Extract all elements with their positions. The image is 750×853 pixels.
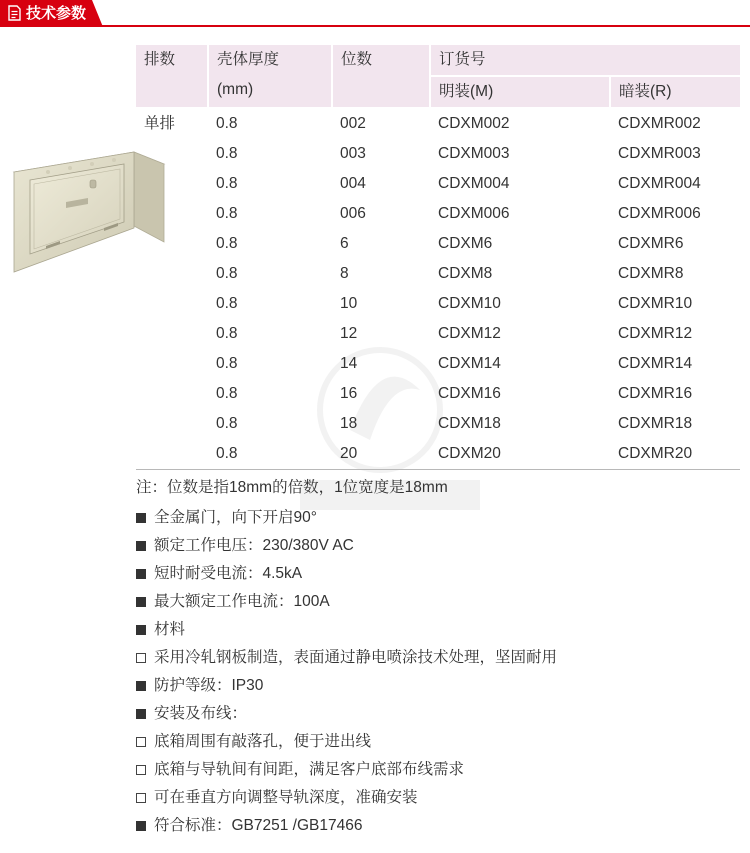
cell-flush: CDXMR20 [610,439,740,470]
note-text: 最大额定工作电流：100A [154,593,330,610]
cell-thickness: 0.8 [216,325,238,342]
cell-surface: CDXM002 [438,115,510,132]
cell-thickness: 0.8 [216,115,238,132]
filled-square-bullet-icon [136,513,146,523]
table-row [136,319,740,349]
table-row [136,107,740,139]
note-item [136,760,740,788]
cell-positions: 8 [340,265,349,282]
note-text: 材料 [154,621,186,638]
table-row [136,259,740,289]
cell-flush: CDXMR003 [618,145,701,162]
filled-square-bullet-icon [136,541,146,551]
cell-thickness: 0.8 [216,385,238,402]
cell-surface: CDXM20 [430,439,610,470]
note-item [136,704,740,732]
note-item [136,676,740,704]
header-thickness-line2: (mm) [217,81,254,98]
header-thickness-line1: 壳体厚度 [217,51,280,68]
filled-square-bullet-icon [136,709,146,719]
cell-surface: CDXM14 [438,355,501,372]
note-text: 符合标准：GB7251 /GB17466 [154,817,363,834]
header-positions: 位数 [332,45,430,107]
cell-flush: CDXMR002 [618,115,701,132]
cell-rows [136,139,208,169]
filled-square-bullet-icon [136,569,146,579]
cell-positions: 002 [340,115,366,132]
note-text: 底箱周围有敲落孔，便于进出线 [154,733,372,750]
cell-thickness: 0.8 [216,355,238,372]
notes-list [136,478,740,844]
header-thickness [208,45,332,107]
note-text: 注：位数是指18mm的倍数，1位宽度是18mm [136,479,448,496]
note-item [136,732,740,760]
cell-surface: CDXM18 [438,415,501,432]
note-text: 短时耐受电流：4.5kA [154,565,303,582]
cell-positions: 004 [340,175,366,192]
cell-flush: CDXMR16 [618,385,693,402]
cell-positions: 003 [340,145,366,162]
table-row [136,379,740,409]
cell-flush: CDXMR006 [618,205,701,222]
cell-rows [136,199,208,229]
note-item [136,536,740,564]
filled-square-bullet-icon [136,821,146,831]
table-row [136,229,740,259]
cell-positions: 6 [340,235,349,252]
cell-positions: 14 [340,355,358,372]
table-row [136,169,740,199]
cell-flush: CDXMR004 [618,175,701,192]
hollow-square-bullet-icon [136,653,146,663]
note-item [136,620,740,648]
note-text: 全金属门，向下开启90° [154,509,317,526]
filled-square-bullet-icon [136,681,146,691]
cell-rows: 单排 [144,115,176,132]
note-item [136,592,740,620]
cell-thickness: 0.8 [216,205,238,222]
cell-rows [136,169,208,199]
header-surface: 明装(M) [430,76,610,107]
note-item [136,564,740,592]
cell-rows [136,259,208,289]
note-text: 安装及布线： [154,705,248,722]
table-row [136,289,740,319]
cell-positions: 18 [340,415,358,432]
note-item [136,788,740,816]
cell-surface: CDXM004 [438,175,510,192]
header-flush: 暗装(R) [610,76,740,107]
section-title: 技术参数 [26,4,87,22]
hollow-square-bullet-icon [136,793,146,803]
spec-table [136,45,740,470]
cell-rows [136,409,208,439]
header-rows: 排数 [136,45,208,107]
cell-rows [136,379,208,409]
filled-square-bullet-icon [136,625,146,635]
hollow-square-bullet-icon [136,737,146,747]
note-text: 可在垂直方向调整导轨深度，准确安装 [154,789,418,806]
cell-positions: 006 [340,205,366,222]
cell-rows [136,229,208,259]
cell-flush: CDXMR18 [618,415,693,432]
note-item [136,508,740,536]
table-row [136,409,740,439]
header-divider [0,25,750,27]
note-footnote [136,478,740,508]
note-text: 采用冷轧钢板制造，表面通过静电喷涂技术处理，坚固耐用 [154,649,558,666]
cell-thickness: 0.8 [216,145,238,162]
note-item [136,816,740,844]
note-text: 额定工作电压：230/380V AC [154,537,354,554]
document-icon [8,5,21,21]
table-row [136,349,740,379]
filled-square-bullet-icon [136,597,146,607]
cell-flush: CDXMR14 [618,355,693,372]
cell-surface: CDXM003 [438,145,510,162]
note-text: 防护等级：IP30 [154,677,264,694]
cell-thickness: 0.8 [216,235,238,252]
header-order-no: 订货号 [430,45,740,76]
table-row [136,439,740,470]
cell-flush: CDXMR12 [618,325,693,342]
cell-positions: 16 [340,385,358,402]
table-row [136,199,740,229]
hollow-square-bullet-icon [136,765,146,775]
cell-flush: CDXMR10 [618,295,693,312]
note-text: 底箱与导轨间有间距，满足客户底部布线需求 [154,761,465,778]
cell-surface: CDXM8 [438,265,493,282]
cell-thickness: 0.8 [216,265,238,282]
cell-flush: CDXMR6 [618,235,684,252]
cell-positions: 20 [332,439,430,470]
cell-surface: CDXM006 [438,205,510,222]
cell-surface: CDXM10 [438,295,501,312]
cell-rows [136,349,208,379]
section-header [0,0,750,28]
cell-rows [136,289,208,319]
cell-thickness: 0.8 [208,439,332,470]
cell-positions: 10 [340,295,358,312]
cell-thickness: 0.8 [216,295,238,312]
cell-thickness: 0.8 [216,175,238,192]
table-row [136,139,740,169]
cell-flush: CDXMR8 [618,265,684,282]
cell-surface: CDXM16 [438,385,501,402]
cell-thickness: 0.8 [216,415,238,432]
cell-surface: CDXM12 [438,325,501,342]
note-item [136,648,740,676]
cell-rows [136,319,208,349]
cell-rows [136,439,208,470]
cell-positions: 12 [340,325,358,342]
cell-surface: CDXM6 [438,235,493,252]
